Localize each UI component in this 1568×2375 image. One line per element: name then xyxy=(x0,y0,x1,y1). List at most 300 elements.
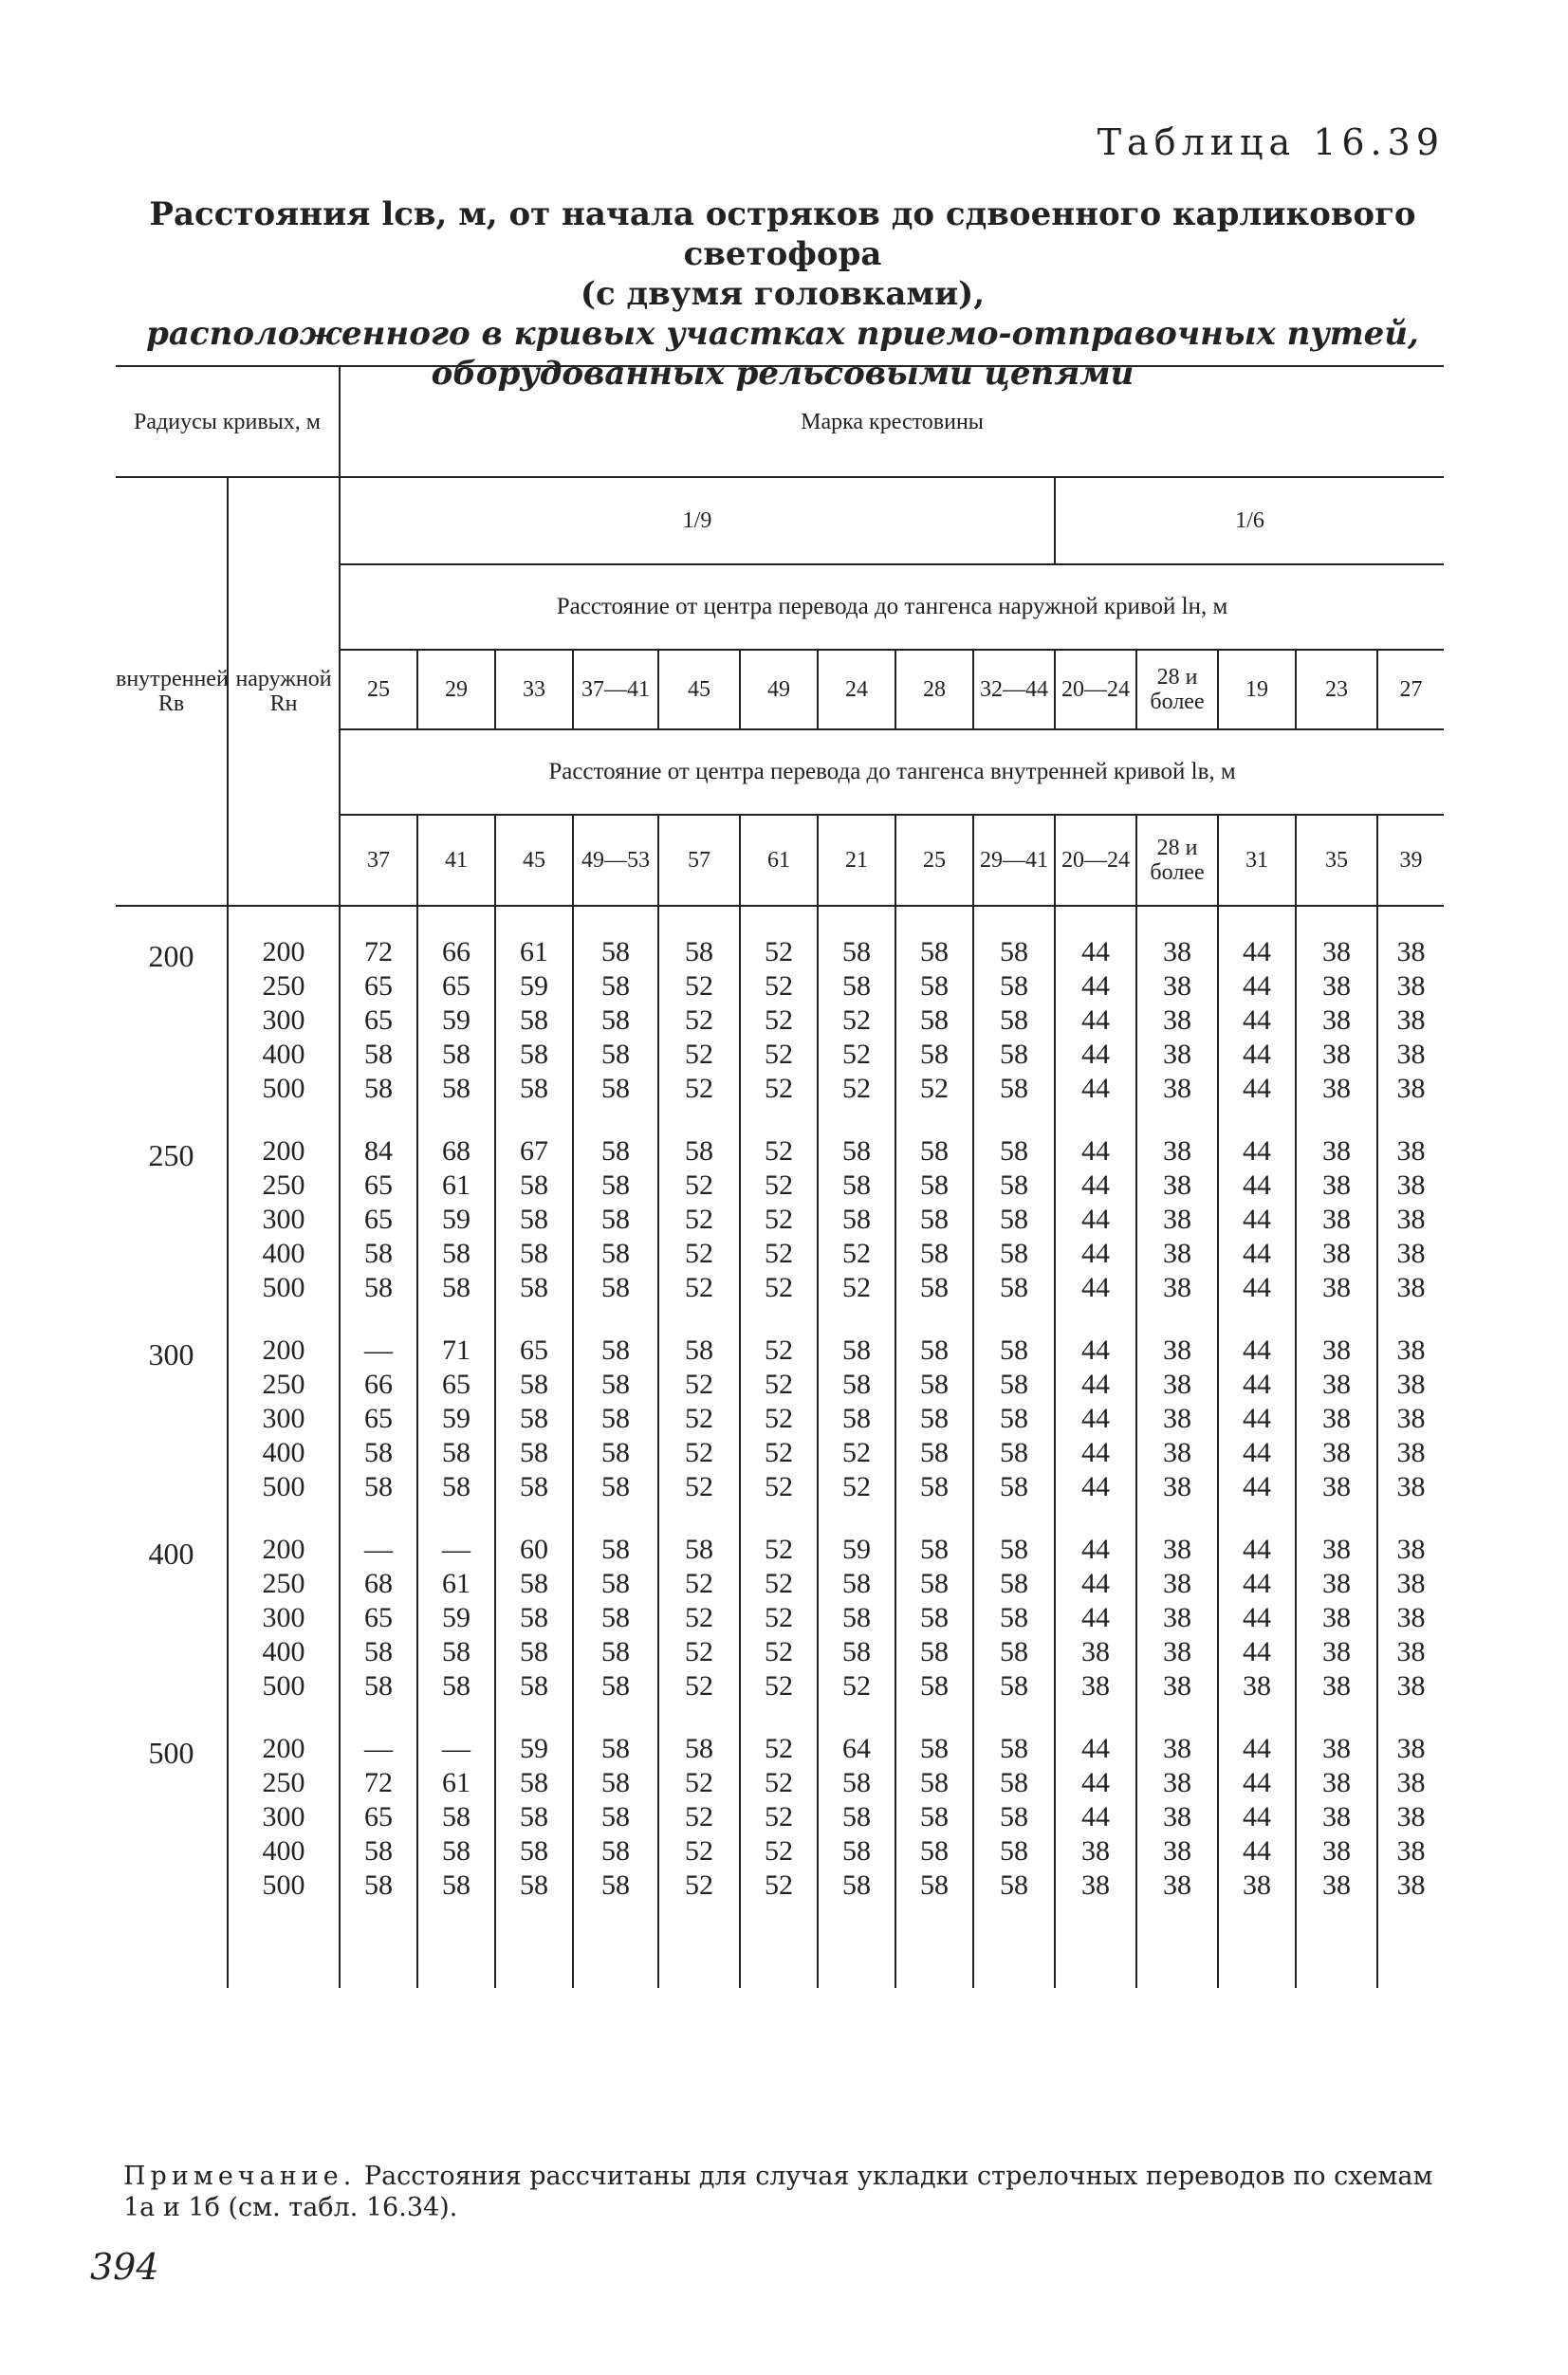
title-line-4: оборудованных рельсовыми цепями xyxy=(431,355,1134,393)
distance-value: 52 xyxy=(842,1471,872,1502)
value-cell xyxy=(973,1703,1055,1988)
distance-value: 58 xyxy=(520,1238,549,1269)
outer-radius-value: 300 xyxy=(262,1004,305,1036)
distance-value: 38 xyxy=(1163,1403,1192,1434)
distance-value: 52 xyxy=(765,1039,794,1070)
distance-value: — xyxy=(442,1733,471,1764)
distance-value: 38 xyxy=(1396,1471,1426,1502)
distance-value: 58 xyxy=(520,1437,549,1468)
distance-value: 58 xyxy=(685,1733,714,1764)
distance-value: 52 xyxy=(685,1437,714,1468)
distance-value: 58 xyxy=(442,1073,471,1104)
value-cell xyxy=(573,1703,658,1988)
distance-value: 38 xyxy=(1396,1602,1426,1633)
distance-value: 44 xyxy=(1243,1135,1272,1167)
distance-value: 59 xyxy=(520,970,549,1002)
value-cell xyxy=(1218,1703,1296,1988)
distance-value: 38 xyxy=(1081,1636,1111,1667)
distance-value: 58 xyxy=(1000,1869,1029,1901)
distance-value: 44 xyxy=(1243,1039,1272,1070)
distance-value: 58 xyxy=(601,1869,631,1901)
distance-value: 58 xyxy=(520,1369,549,1400)
outer-radius-value: 300 xyxy=(262,1204,305,1235)
distance-value: 52 xyxy=(685,1835,714,1867)
outer-radius-value: 400 xyxy=(262,1238,305,1269)
distance-value: 58 xyxy=(520,1004,549,1036)
distance-value: 38 xyxy=(1396,1135,1426,1167)
distance-value: 38 xyxy=(1163,1238,1192,1269)
header-inner-value: 49—53 xyxy=(573,815,658,906)
distance-value: 44 xyxy=(1243,1204,1272,1235)
outer-radius-value: 500 xyxy=(262,1073,305,1104)
distance-value: 58 xyxy=(1000,1039,1029,1070)
distance-value: 38 xyxy=(1163,1471,1192,1502)
distance-value: 58 xyxy=(842,1602,872,1633)
table-row xyxy=(116,1106,1444,1305)
distance-value: 59 xyxy=(842,1534,872,1565)
distance-value: 52 xyxy=(685,1869,714,1901)
distance-value: 58 xyxy=(364,1238,394,1269)
distance-value: 38 xyxy=(1163,1602,1192,1633)
distance-value: 38 xyxy=(1163,936,1192,967)
value-cell xyxy=(973,1504,1055,1703)
distance-value: 38 xyxy=(1322,1767,1352,1798)
distance-value: 38 xyxy=(1243,1670,1272,1702)
distance-value: 72 xyxy=(364,1767,394,1798)
outer-radius-cell xyxy=(228,906,340,1106)
distance-value: 58 xyxy=(442,1238,471,1269)
distance-value: 58 xyxy=(601,1636,631,1667)
distance-value: 38 xyxy=(1396,1369,1426,1400)
outer-radius-cell xyxy=(228,1106,340,1305)
value-cell xyxy=(973,1305,1055,1504)
distance-value: 52 xyxy=(765,1272,794,1303)
distance-value: 38 xyxy=(1396,1073,1426,1104)
header-outer-value: 25 xyxy=(340,650,417,729)
distance-value: 58 xyxy=(1000,1272,1029,1303)
distance-value: 38 xyxy=(1396,1767,1426,1798)
distance-value: 38 xyxy=(1081,1869,1111,1901)
distance-value: 58 xyxy=(685,1534,714,1565)
distance-value: 58 xyxy=(842,1335,872,1366)
distance-value: 52 xyxy=(765,1636,794,1667)
value-cell xyxy=(1377,1305,1444,1504)
outer-radius-value: 300 xyxy=(262,1602,305,1633)
distance-value: 52 xyxy=(685,1004,714,1036)
distance-value: 52 xyxy=(765,1733,794,1764)
value-cell xyxy=(818,1305,895,1504)
outer-radius-value: 500 xyxy=(262,1272,305,1303)
distance-value: 58 xyxy=(520,1602,549,1633)
distance-value: 38 xyxy=(1396,1636,1426,1667)
distance-value: 58 xyxy=(601,970,631,1002)
outer-radius-value: 200 xyxy=(262,1335,305,1366)
distance-value: 38 xyxy=(1163,1204,1192,1235)
distance-value: — xyxy=(364,1335,394,1366)
distance-value: 58 xyxy=(920,970,950,1002)
distance-value: 38 xyxy=(1163,1568,1192,1599)
outer-radius-value: 200 xyxy=(262,1135,305,1167)
distance-value: 52 xyxy=(765,1004,794,1036)
distance-value: 38 xyxy=(1396,1204,1426,1235)
title-line-2: (с двумя головками), xyxy=(580,275,986,313)
distance-value: 58 xyxy=(364,1835,394,1867)
value-cell xyxy=(658,1106,740,1305)
distance-value: 58 xyxy=(842,1135,872,1167)
value-cell xyxy=(1055,1106,1136,1305)
distance-value: 65 xyxy=(364,1004,394,1036)
distance-value: 58 xyxy=(520,1073,549,1104)
title-line-1: Расстояния lсв, м, от начала остряков до сдвоенного карликового светофора xyxy=(149,195,1416,273)
value-cell xyxy=(1136,1106,1218,1305)
value-cell xyxy=(818,906,895,1106)
distance-value: 38 xyxy=(1163,1835,1192,1867)
distance-value: 52 xyxy=(765,1801,794,1832)
distance-value: 58 xyxy=(842,1369,872,1400)
distance-value: 58 xyxy=(601,1670,631,1702)
distance-value: 52 xyxy=(765,1471,794,1502)
distance-value: 58 xyxy=(1000,1169,1029,1201)
header-inner-radius: внутренней Rв xyxy=(116,477,228,906)
value-cell xyxy=(1218,1106,1296,1305)
distance-value: 58 xyxy=(1000,1004,1029,1036)
distance-value: 38 xyxy=(1396,1801,1426,1832)
value-cell xyxy=(340,1703,417,1988)
distance-value: 38 xyxy=(1243,1869,1272,1901)
header-inner-value: 57 xyxy=(658,815,740,906)
distance-value: 58 xyxy=(364,1073,394,1104)
distance-value: 44 xyxy=(1081,1471,1111,1502)
distance-value: 67 xyxy=(520,1135,549,1167)
distance-value: 58 xyxy=(442,1636,471,1667)
distance-value: 44 xyxy=(1243,1403,1272,1434)
distance-value: — xyxy=(364,1733,394,1764)
value-cell xyxy=(495,1504,573,1703)
header-outer-value: 33 xyxy=(495,650,573,729)
distance-value: 52 xyxy=(765,1369,794,1400)
distance-value: 38 xyxy=(1163,1670,1192,1702)
distance-value: 38 xyxy=(1322,1670,1352,1702)
distance-value: 71 xyxy=(442,1335,471,1366)
value-cell xyxy=(340,1106,417,1305)
header-inner-value: 28 и более xyxy=(1136,815,1218,906)
distance-value: 58 xyxy=(442,1801,471,1832)
distance-value: 58 xyxy=(442,1272,471,1303)
header-outer-value: 29 xyxy=(417,650,495,729)
distance-value: 44 xyxy=(1081,1169,1111,1201)
distance-value: 65 xyxy=(364,1169,394,1201)
outer-radius-cell xyxy=(228,1305,340,1504)
value-cell xyxy=(818,1504,895,1703)
distance-value: 44 xyxy=(1243,1568,1272,1599)
distance-value: 44 xyxy=(1243,1602,1272,1633)
distance-value: 58 xyxy=(920,1602,950,1633)
distance-value: 38 xyxy=(1163,1733,1192,1764)
table-title xyxy=(104,194,1461,394)
distance-value: 65 xyxy=(442,1369,471,1400)
distance-value: 38 xyxy=(1396,1534,1426,1565)
distance-value: 44 xyxy=(1243,936,1272,967)
distance-value: 44 xyxy=(1081,1403,1111,1434)
distance-value: 58 xyxy=(601,1471,631,1502)
header-outer-value: 49 xyxy=(740,650,818,729)
table-row xyxy=(116,1305,1444,1504)
distance-value: 52 xyxy=(842,1004,872,1036)
distance-value: 38 xyxy=(1322,1039,1352,1070)
value-cell xyxy=(1377,1703,1444,1988)
value-cell xyxy=(1055,1703,1136,1988)
outer-radius-value: 400 xyxy=(262,1437,305,1468)
outer-radius-value: 300 xyxy=(262,1801,305,1832)
distance-value: 58 xyxy=(920,1801,950,1832)
distance-value: 58 xyxy=(364,1437,394,1468)
distance-value: 58 xyxy=(920,1835,950,1867)
value-cell xyxy=(1296,1703,1377,1988)
distance-value: 65 xyxy=(364,1403,394,1434)
outer-radius-value: 500 xyxy=(262,1670,305,1702)
distance-value: 58 xyxy=(1000,1238,1029,1269)
value-cell xyxy=(658,1305,740,1504)
distance-value: 38 xyxy=(1396,1733,1426,1764)
distance-value: 58 xyxy=(920,1403,950,1434)
distance-value: 58 xyxy=(442,1835,471,1867)
inner-radius-cell: 200 xyxy=(148,939,194,973)
outer-radius-cell xyxy=(228,1703,340,1988)
distance-value: 44 xyxy=(1081,1733,1111,1764)
value-cell xyxy=(740,1106,818,1305)
distance-value: 58 xyxy=(920,1437,950,1468)
distance-value: 38 xyxy=(1163,970,1192,1002)
header-outer-distance: Расстояние от центра перевода до тангенса наружной кривой lн, м xyxy=(340,564,1444,650)
distance-value: 58 xyxy=(920,1767,950,1798)
header-mark: Марка крестовины xyxy=(340,366,1444,477)
distance-value: 61 xyxy=(520,936,549,967)
value-cell xyxy=(1296,1305,1377,1504)
distance-value: 38 xyxy=(1163,1534,1192,1565)
distance-value: 44 xyxy=(1081,1204,1111,1235)
header-outer-value: 37—41 xyxy=(573,650,658,729)
distance-value: 58 xyxy=(364,1636,394,1667)
distance-value: 44 xyxy=(1243,1636,1272,1667)
distance-value: 44 xyxy=(1081,1135,1111,1167)
distance-value: 38 xyxy=(1322,1238,1352,1269)
value-cell xyxy=(495,1106,573,1305)
value-cell xyxy=(1377,906,1444,1106)
distance-value: 38 xyxy=(1322,970,1352,1002)
distance-value: 38 xyxy=(1396,936,1426,967)
table-body xyxy=(116,906,1444,1988)
distance-value: 38 xyxy=(1322,1403,1352,1434)
outer-radius-value: 250 xyxy=(262,1169,305,1201)
header-mark-1-6: 1/6 xyxy=(1055,477,1444,564)
distance-value: 58 xyxy=(601,1767,631,1798)
distance-value: 58 xyxy=(442,1670,471,1702)
distance-value: 58 xyxy=(685,1335,714,1366)
distance-value: 52 xyxy=(685,1568,714,1599)
inner-radius-cell: 250 xyxy=(148,1138,194,1172)
distance-value: 58 xyxy=(1000,1135,1029,1167)
distance-value: 38 xyxy=(1163,1869,1192,1901)
header-inner-value: 37 xyxy=(340,815,417,906)
distance-value: 58 xyxy=(920,1335,950,1366)
value-cell xyxy=(573,906,658,1106)
distance-value: 65 xyxy=(364,1801,394,1832)
distance-value: 58 xyxy=(842,1767,872,1798)
distance-value: 52 xyxy=(685,1471,714,1502)
distance-value: 52 xyxy=(685,1636,714,1667)
distance-value: 58 xyxy=(1000,1073,1029,1104)
header-outer-value: 24 xyxy=(818,650,895,729)
distance-value: 58 xyxy=(842,970,872,1002)
distance-value: 44 xyxy=(1081,1039,1111,1070)
table-row xyxy=(116,1703,1444,1988)
distance-value: 38 xyxy=(1163,1801,1192,1832)
distance-value: 44 xyxy=(1243,1335,1272,1366)
value-cell xyxy=(1055,906,1136,1106)
header-outer-value: 23 xyxy=(1296,650,1377,729)
distance-value: 52 xyxy=(765,1835,794,1867)
distance-value: 68 xyxy=(442,1135,471,1167)
distance-value: 60 xyxy=(520,1534,549,1565)
distance-value: 38 xyxy=(1396,1403,1426,1434)
value-cell xyxy=(1136,906,1218,1106)
distance-value: 38 xyxy=(1322,1636,1352,1667)
distance-value: 58 xyxy=(920,1238,950,1269)
value-cell xyxy=(573,1106,658,1305)
header-inner-value: 35 xyxy=(1296,815,1377,906)
distance-value: 52 xyxy=(765,1335,794,1366)
distance-value: 44 xyxy=(1081,1369,1111,1400)
distance-value: 38 xyxy=(1322,1437,1352,1468)
distance-value: 58 xyxy=(920,1272,950,1303)
distance-value: 52 xyxy=(765,1534,794,1565)
value-cell xyxy=(495,1305,573,1504)
distance-value: 58 xyxy=(1000,936,1029,967)
distance-value: 58 xyxy=(601,1335,631,1366)
value-cell xyxy=(895,1305,973,1504)
distance-value: 52 xyxy=(842,1670,872,1702)
distance-value: 52 xyxy=(842,1073,872,1104)
distance-value: 58 xyxy=(920,1670,950,1702)
distance-value: 38 xyxy=(1322,1801,1352,1832)
distance-value: 58 xyxy=(601,1801,631,1832)
distance-value: 58 xyxy=(520,1403,549,1434)
header-inner-value: 39 xyxy=(1377,815,1444,906)
value-cell xyxy=(895,1106,973,1305)
distance-value: 58 xyxy=(520,1272,549,1303)
header-outer-value: 28 и более xyxy=(1136,650,1218,729)
distance-value: 58 xyxy=(364,1039,394,1070)
distance-value: 58 xyxy=(601,1039,631,1070)
value-cell xyxy=(740,1703,818,1988)
inner-radius-cell: 500 xyxy=(148,1736,194,1770)
distance-value: 38 xyxy=(1163,1169,1192,1201)
distance-value: 38 xyxy=(1322,1369,1352,1400)
distance-value: 52 xyxy=(685,1169,714,1201)
distance-value: 52 xyxy=(765,1869,794,1901)
distance-value: 72 xyxy=(364,936,394,967)
value-cell xyxy=(417,1106,495,1305)
distance-value: 52 xyxy=(765,1767,794,1798)
distance-value: 58 xyxy=(601,1534,631,1565)
outer-radius-value: 250 xyxy=(262,1568,305,1599)
distance-value: 59 xyxy=(442,1004,471,1036)
distance-value: 58 xyxy=(842,1403,872,1434)
note-label: Примечание. xyxy=(123,2162,357,2191)
distance-value: 58 xyxy=(685,936,714,967)
distance-value: 58 xyxy=(520,1568,549,1599)
header-inner-value: 61 xyxy=(740,815,818,906)
distance-value: 44 xyxy=(1081,936,1111,967)
table-note xyxy=(123,2161,1451,2223)
distance-value: 44 xyxy=(1243,1369,1272,1400)
distance-value: 38 xyxy=(1081,1670,1111,1702)
distance-value: 38 xyxy=(1163,1767,1192,1798)
distance-value: 58 xyxy=(920,1733,950,1764)
distance-value: 52 xyxy=(685,1670,714,1702)
distance-value: 38 xyxy=(1081,1835,1111,1867)
value-cell xyxy=(495,1703,573,1988)
outer-radius-value: 250 xyxy=(262,1767,305,1798)
distance-value: 38 xyxy=(1322,1733,1352,1764)
distance-value: 58 xyxy=(1000,1437,1029,1468)
distance-value: 58 xyxy=(601,936,631,967)
header-inner-value: 20—24 xyxy=(1055,815,1136,906)
distance-value: 58 xyxy=(601,1733,631,1764)
distance-value: 58 xyxy=(442,1039,471,1070)
value-cell xyxy=(740,1504,818,1703)
distance-value: 38 xyxy=(1396,1670,1426,1702)
distance-value: 58 xyxy=(842,1835,872,1867)
distance-value: 44 xyxy=(1081,1534,1111,1565)
distance-value: 44 xyxy=(1243,1534,1272,1565)
distance-value: 58 xyxy=(1000,1733,1029,1764)
distance-value: 44 xyxy=(1243,1004,1272,1036)
distance-value: 65 xyxy=(520,1335,549,1366)
distance-value: 58 xyxy=(520,1636,549,1667)
distance-value: 38 xyxy=(1322,1335,1352,1366)
distance-value: 58 xyxy=(920,1534,950,1565)
distance-value: 58 xyxy=(920,936,950,967)
distance-value: 38 xyxy=(1322,1869,1352,1901)
distance-value: 58 xyxy=(442,1869,471,1901)
value-cell xyxy=(340,1504,417,1703)
distance-value: 52 xyxy=(842,1437,872,1468)
value-cell xyxy=(340,906,417,1106)
value-cell xyxy=(1218,1305,1296,1504)
value-cell xyxy=(1296,1504,1377,1703)
distance-value: 38 xyxy=(1396,1835,1426,1867)
distance-value: 58 xyxy=(1000,1568,1029,1599)
table-row xyxy=(116,906,1444,1106)
outer-radius-value: 500 xyxy=(262,1869,305,1901)
note-text: Расстояния рассчитаны для случая укладки стрелочных переводов по схемам 1а и 1б (см. табл. 16.34). xyxy=(123,2162,1433,2222)
distance-value: 58 xyxy=(685,1135,714,1167)
distance-value: 58 xyxy=(520,1471,549,1502)
distance-value: 52 xyxy=(685,1801,714,1832)
distance-value: 38 xyxy=(1396,970,1426,1002)
distance-value: 58 xyxy=(1000,1403,1029,1434)
header-inner-value: 25 xyxy=(895,815,973,906)
outer-radius-value: 200 xyxy=(262,1733,305,1764)
distance-value: 58 xyxy=(842,1869,872,1901)
distance-value: 58 xyxy=(601,1272,631,1303)
distance-value: 38 xyxy=(1396,1869,1426,1901)
distance-value: 58 xyxy=(1000,1835,1029,1867)
distance-table xyxy=(116,365,1444,1988)
distance-value: 52 xyxy=(765,936,794,967)
value-cell xyxy=(740,906,818,1106)
